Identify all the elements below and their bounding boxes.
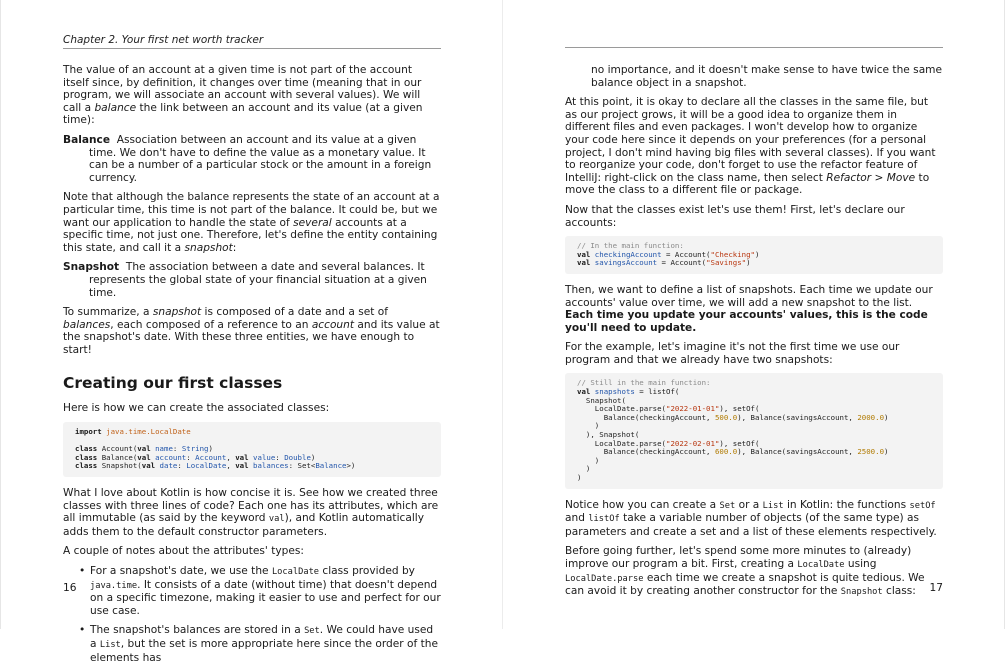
running-header-rule [565, 47, 943, 48]
page-gutter [502, 0, 503, 629]
list-item: • The snapshot's balances are stored in a Set. We could have used a List, but the set is more appropriate here since the order of the elements has [90, 624, 441, 664]
page-edge-left [0, 0, 1, 629]
definition-text: The association between a date and several balances. It represents the global state of your financial situation at a given time. [89, 261, 427, 299]
left-page [63, 0, 441, 664]
paragraph: Here is how we can create the associated classes: [63, 402, 330, 415]
paragraph: Then, we want to define a list of snapshots. Each time we update our accounts' value over time, we will add a new snapshot to the list. Each time you update your accounts' values, this is the code you'll need to update. [565, 283, 933, 334]
bullet-list [63, 565, 441, 664]
paragraph: A couple of notes about the attributes' types: [63, 545, 304, 558]
paragraph: Note that although the balance represents the state of an account at a particular time, this time is not part of the balance. It could be, but we want our application to handle the state of several accounts at a specific time, not just one. Therefore, let's define the entity containing this state, and call it a snapshot: [63, 191, 440, 254]
right-page [565, 0, 943, 629]
definition-snapshot [63, 261, 441, 299]
list-item-continuation: no importance, and it doesn't make sense to have twice the same balance object in a snapshot. [591, 64, 943, 89]
right-page-body [565, 64, 943, 606]
paragraph: At this point, it is okay to declare all the classes in the same file, but as our project grows, it will be a good idea to organize them in different files and even packages. I won't develop how to organize your code here since it depends on your preferences (for a personal project, I don't mind having big files with several classes). If you want to reorganize your code, don't forget to use the refactor feature of IntelliJ: right-click on the class name, then select Refactor > Move to move the class to a different file or package. [565, 96, 936, 197]
paragraph: The value of an account at a given time is not part of the account itself since, by definition, it changes over time (meaning that in our program, we will associate an account with several values). We will call a balance the link between an account and its value (at a given time): [63, 64, 423, 127]
definition-text: Association between an account and its value at a given time. We don't have to define the value as a monetary value. It can be a number of a particular stock or the amount in a foreign currency. [89, 133, 432, 184]
paragraph: Before going further, let's spend some more minutes to (already) improve our program a bit. First, creating a LocalDate using LocalDate.parse each time we create a snapshot is quite tedious. We can avoid it by creating another constructor for the Snapshot class: [565, 545, 925, 598]
running-header: Chapter 2. Your first net worth tracker [63, 34, 441, 49]
definition-term: Balance [63, 133, 111, 146]
code-block-accounts: // In the main function: val checkingAccount = Account("Checking") val savingsAccount = Account("Savings") [565, 236, 943, 274]
paragraph: Now that the classes exist let's use them! First, let's declare our accounts: [565, 203, 905, 229]
definition-balance [63, 134, 441, 184]
paragraph: What I love about Kotlin is how concise it is. See how we created three classes with three lines of code? Each one has its attributes, which are all immutable (as said by the keyword val), and Kotlin automatically adds them to the default constructor parameters. [63, 487, 439, 538]
page-number: 17 [929, 582, 943, 594]
section-heading: Creating our first classes [63, 374, 283, 393]
code-block-classes: import java.time.LocalDate class Account(val name: String) class Balance(val account: Account, val value: Double) class Snapshot(val date: LocalDate, val balances: Set<Balance>) [63, 422, 441, 477]
code-block-snapshots: // Still in the main function: val snapshots = listOf( Snapshot( LocalDate.parse("2022-01-01"), setOf( Balance(checkingAccount, 500.0), Balance(savingsAccount, 2000.0) ) ), Snapshot( LocalDate.parse("2022-02-01"), setOf( Balance(checkingAccount, 600.0), Balance(savingsAccount, 2500.0) ) ) ) [565, 373, 943, 488]
list-item: • For a snapshot's date, we use the LocalDate class provided by java.time. It consists of a date (without time) that doesn't depend on a specific timezone, making it easier to use and perfect for our use case. [90, 565, 441, 617]
page-number: 16 [63, 582, 77, 594]
paragraph: To summarize, a snapshot is composed of a date and a set of balances, each composed of a reference to an account and its value at the snapshot's date. With these three entities, we have enough to start! [63, 306, 440, 356]
paragraph: Notice how you can create a Set or a List in Kotlin: the functions setOf and listOf take a variable number of objects (of the same type) as parameters and create a set and a list of these elements respectively. [565, 498, 937, 538]
paragraph: For the example, let's imagine it's not the first time we use our program and that we already have two snapshots: [565, 341, 900, 366]
left-page-body [63, 64, 441, 671]
definition-term: Snapshot [63, 261, 120, 274]
